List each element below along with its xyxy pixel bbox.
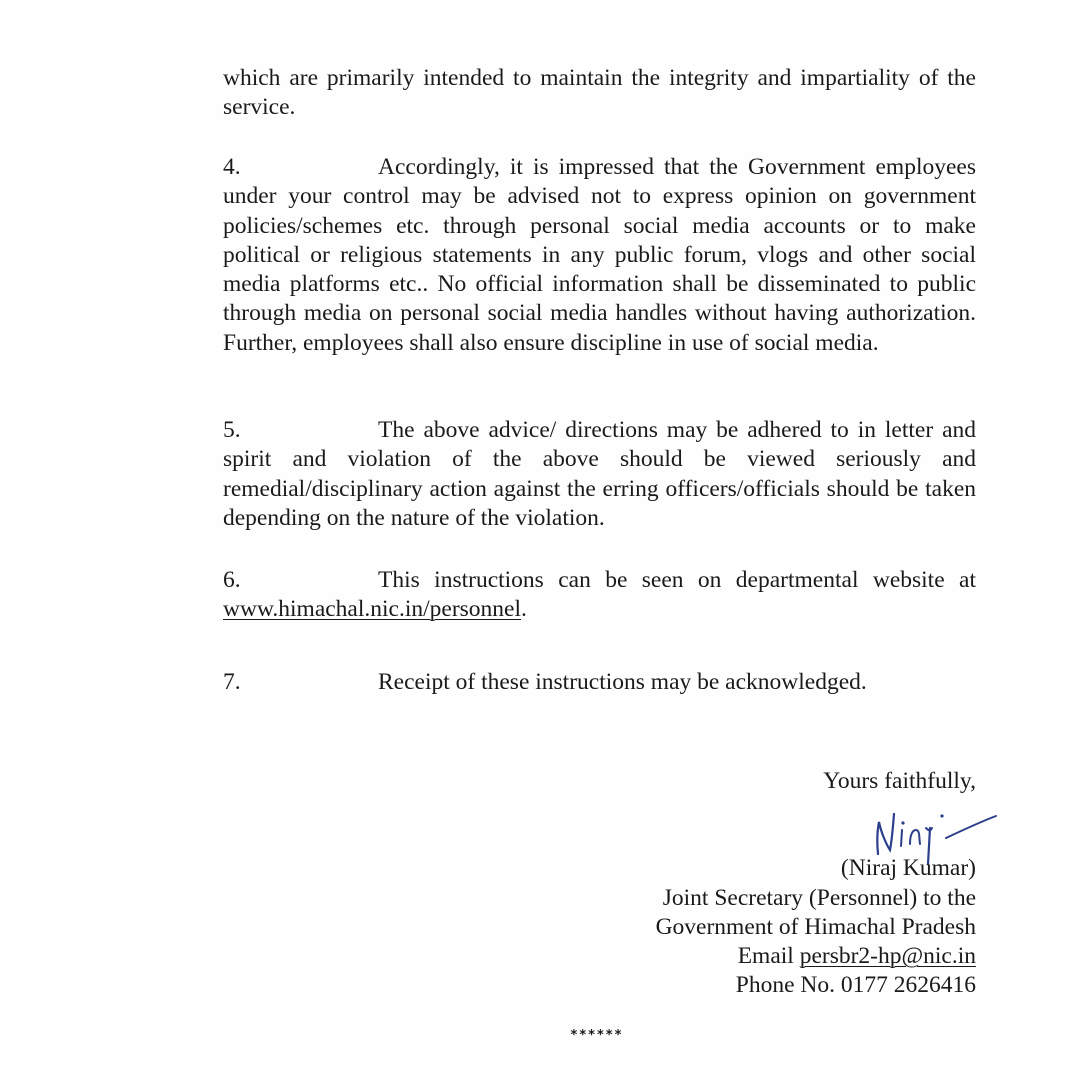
paragraph-5	[223, 416, 976, 533]
phone-number: Phone No. 0177 2626416	[735, 972, 976, 998]
salutation: Yours faithfully,	[823, 768, 976, 794]
paragraph-4	[223, 153, 976, 358]
signatory-name: (Niraj Kumar)	[840, 855, 976, 881]
paragraph-text: The above advice/ directions may be adhered to in letter and spirit and violation of the above should be viewed seriously and remedial/disciplinary action against the erring officers/officials should be taken depending on the nature of the violation.	[223, 417, 976, 531]
website-link[interactable]: www.himachal.nic.in/personnel	[223, 596, 522, 623]
paragraph-number: 5.	[223, 417, 241, 443]
email-label: Email	[737, 943, 794, 969]
continued-paragraph: which are primarily intended to maintain the integrity and impartiality of the service.	[223, 65, 976, 121]
end-marker: ******	[570, 1028, 623, 1043]
paragraph-text: This instructions can be seen on departmental website at	[378, 567, 976, 593]
email-line	[738, 942, 976, 971]
email-link[interactable]: persbr2-hp@nic.in	[799, 943, 976, 969]
paragraph-number: 6.	[223, 567, 241, 593]
paragraph-punctuation: .	[521, 596, 527, 623]
paragraph-number: 7.	[223, 669, 241, 695]
paragraph-number: 4.	[223, 154, 241, 180]
paragraph-text: Accordingly, it is impressed that the Government employees under your control may be advised not to express opinion on government policies/schemes etc. through personal social media accounts or to make political or religious statements in any public forum, vlogs and other social media platforms etc.. No official information shall be disseminated to public through media on personal social media handles without having authorization. Further, employees shall also ensure discipline in use of social media.	[223, 154, 976, 356]
signatory-designation: Joint Secretary (Personnel) to the	[662, 885, 976, 911]
paragraph-7	[223, 668, 976, 697]
paragraph-text: Receipt of these instructions may be acknowledged.	[378, 669, 867, 695]
paragraph-6	[223, 566, 976, 625]
signatory-organization: Government of Himachal Pradesh	[655, 914, 976, 940]
